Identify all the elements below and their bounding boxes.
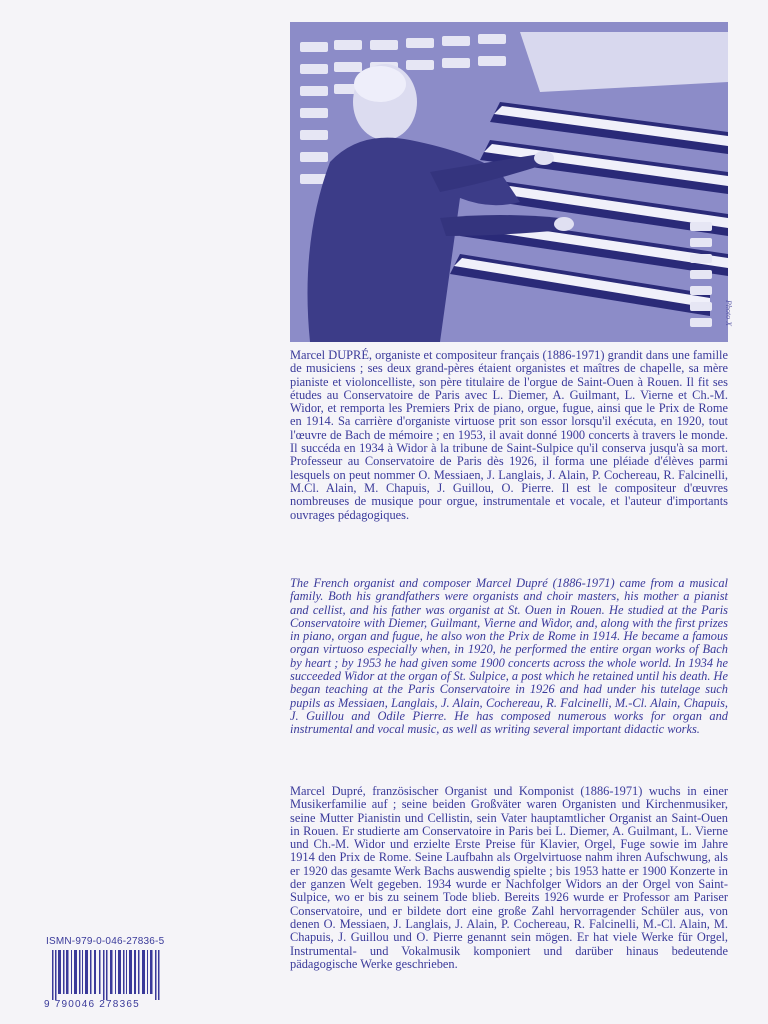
photo-credit: Photo X bbox=[724, 300, 733, 326]
biography-french: Marcel DUPRÉ, organiste et compositeur français (1886-1971) grandit dans une famille de musiciens ; ses deux grand-pères étaient organistes et maîtres de chapelle, sa mère pianiste et violoncelliste, son père titulaire de l'orgue de Saint-Ouen à Rouen. Il fit ses études au Conservatoire de Paris avec L. Diemer, A. Guilmant, L. Vierne et Ch.-M. Widor, et remporta les Premiers Prix de piano, orgue, fugue, ainsi que le Prix de Rome en 1914. Sa carrière d'organiste virtuose prit son essor lorsqu'il exécuta, en 1920, tout l'œuvre de Bach de mémoire ; en 1953, il avait donné 1900 concerts à travers le monde. Il succéda en 1934 à Widor à la tribune de Saint-Sulpice qu'il conserva jusqu'à sa mort. Professeur au Conservatoire de Paris dès 1926, il forma une pléiade d'élèves parmi lesquels on peut nommer O. Messiaen, J. Langlais, J. Alain, P. Cochereau, R. Falcinelli, M.Cl. Alain, M. Chapuis, J. Guillou, O. Pierre. Il est le compositeur d'œuvres nombreuses de musique pour orgue, instrumentale et vocale, et l'auteur d'importants ouvrages pédagogiques. bbox=[290, 348, 728, 522]
biography-german: Marcel Dupré, französischer Organist und Komponist (1886-1971) wuchs in einer Musikerfamilie auf ; seine beiden Großväter waren Organisten und Kirchenmusiker, seine Mutter Pianistin und Cellistin, sein Vater hauptamtlicher Organist an Saint-Ouen in Rouen. Er studierte am Conservatoire in Paris bei L. Diemer, A. Guilmant, L. Vierne und Ch.-M. Widor und erzielte Erste Preise für Klavier, Orgel, Fuge sowie im Jahre 1914 den Prix de Rome. Seine Laufbahn als Orgelvirtuose nahm ihren Aufschwung, als er 1920 das gesamte Werk Bachs auswendig spielte ; bis 1953 hatte er 1900 Konzerte in der ganzen Welt gegeben. 1934 wurde er Nachfolger Widors an der Orgel von Saint-Sulpice, wo er bis zu seinem Tode blieb. Bereits 1926 wurde er Professor am Pariser Conservatoire, und er bildete dort eine große Zahl hervorragender Schüler aus, von denen O. Messiaen, J. Langlais, J. Alain, P. Cochereau, R. Falcinelli, M.-Cl. Alain, M. Chapuis, J. Guillou und O. Pierre genannt sein mögen. Er hat viele Werke für Orgel, Instrumental- und Vokalmusik komponiert und darüber hinaus bedeutende pädagogische Werke geschrieben. bbox=[290, 784, 728, 971]
ismn-label: ISMN-979-0-046-27836-5 bbox=[46, 936, 165, 947]
biography-english: The French organist and composer Marcel Dupré (1886-1971) came from a musical family. Both his grandfathers were organists and choir masters, his mother a pianist and cellist, and his father was organist at St. Ouen in Rouen. He studied at the Paris Conservatoire with Diemer, Guilmant, Vierne and Widor, and, along with the first prizes in piano, organ and fugue, he also won the Prix de Rome in 1914. He became a famous organ virtuoso especially when, in 1920, he performed the entire organ works of Bach by heart ; by 1953 he had given some 1900 concerts across the whole world. In 1934 he succeeded Widor at the organ of St. Sulpice, a post which he retained until his death. He began teaching at the Paris Conservatoire in 1926 and had under his tutelage such pupils as Messiaen, Langlais, J. Alain, Cochereau, R. Falcinelli, M.-Cl. Alain, Chapuis, J. Guillou and Odile Pierre. He has composed numerous works for organ and instrumental and vocal music, as well as writing several important didactic works. bbox=[290, 576, 728, 737]
organist-photo bbox=[290, 22, 728, 342]
barcode-number: 9 790046 278365 bbox=[44, 999, 140, 1010]
barcode bbox=[46, 950, 164, 1000]
organist-illustration bbox=[290, 22, 728, 342]
